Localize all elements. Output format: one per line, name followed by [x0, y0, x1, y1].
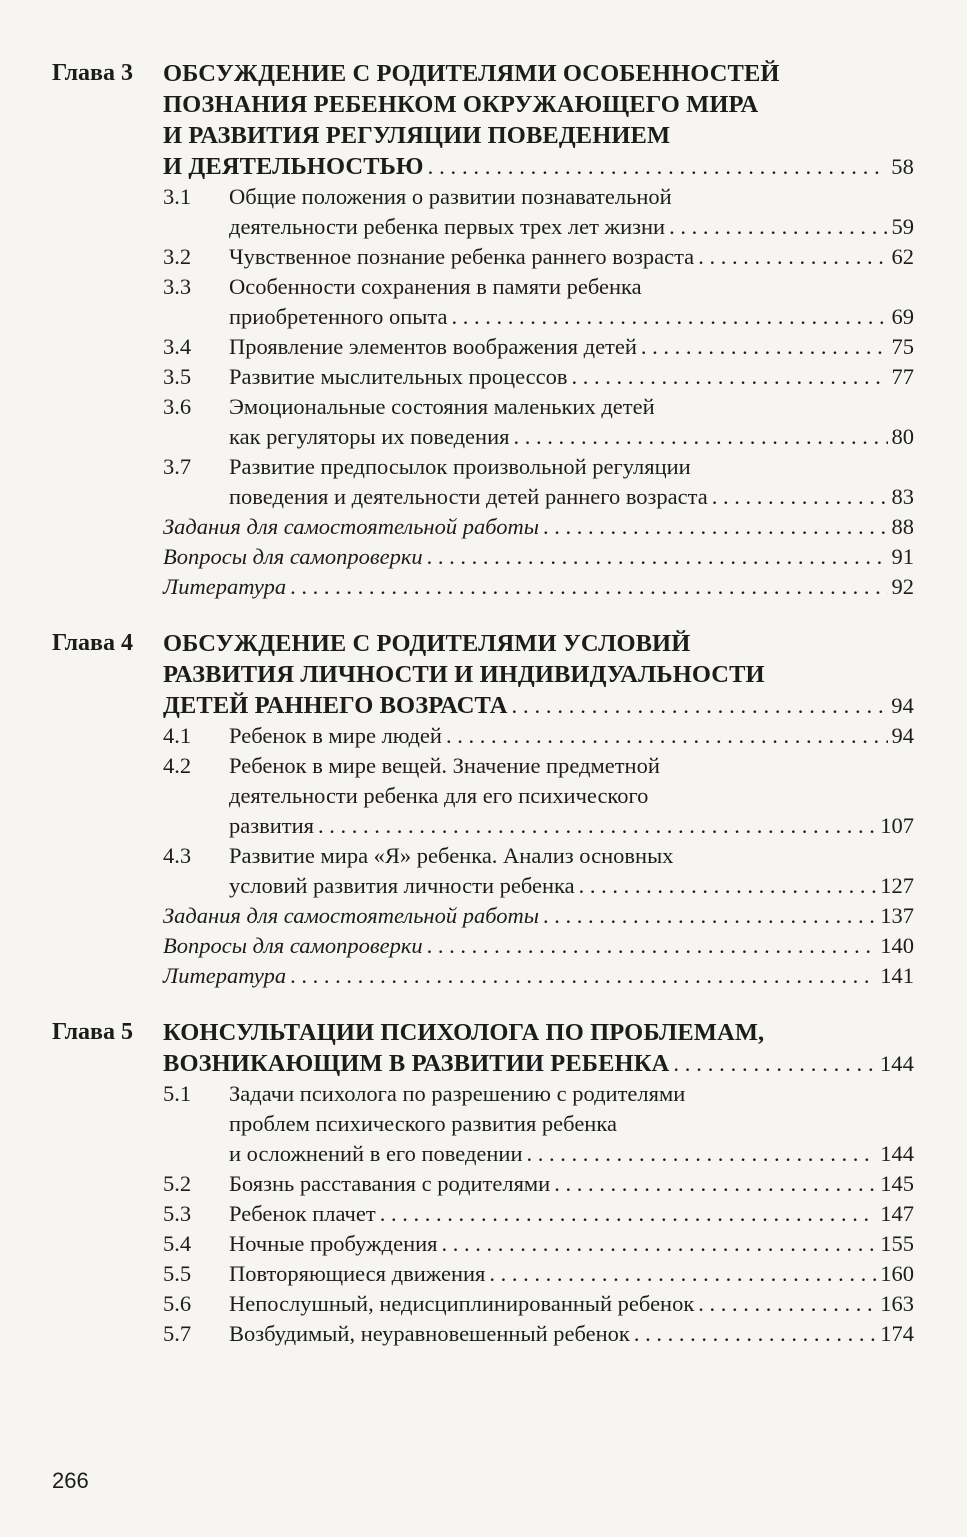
- page-ref: 140: [880, 933, 914, 958]
- toc-entry-5-7: 5.7 Возбудимый, неуравновешенный ребенок . . . 174: [163, 1319, 914, 1349]
- chapter-label: Глава 3: [52, 60, 133, 86]
- table-of-contents: [52, 58, 914, 1373]
- page-ref: 75: [891, 334, 914, 359]
- toc-extra-tasks: Задания для самостоятельной работы . . . 137: [163, 901, 914, 931]
- toc-entry-4-3: 4.3 Развитие мира «Я» ребенка. Анализ основных условий развития личности ребенка . . . 127: [163, 841, 914, 901]
- chapter-4: [52, 628, 914, 991]
- toc-entry-3-2: 3.2 Чувственное познание ребенка раннего возраста . . . 62: [163, 242, 914, 272]
- page-ref: 91: [891, 544, 914, 569]
- page-ref: 59: [891, 214, 914, 239]
- page-ref: 62: [891, 244, 914, 269]
- page-ref: 83: [891, 484, 914, 509]
- toc-extra-questions: Вопросы для самопроверки . . . 140: [163, 931, 914, 961]
- page-ref: 163: [880, 1291, 914, 1316]
- page-ref: 58: [891, 154, 914, 179]
- chapter-5: [52, 1017, 914, 1349]
- page-ref: 141: [880, 963, 914, 988]
- page-ref: 174: [880, 1321, 914, 1346]
- toc-extra-literature: Литература . . . 141: [163, 961, 914, 991]
- toc-entry-5-3: 5.3 Ребенок плачет . . . 147: [163, 1199, 914, 1229]
- chapter-3: [52, 58, 914, 602]
- page-ref: 127: [880, 873, 914, 898]
- toc-extra-literature: Литература . . . 92: [163, 572, 914, 602]
- toc-entry-3-5: 3.5 Развитие мыслительных процессов . . . 77: [163, 362, 914, 392]
- page-ref: 94: [891, 723, 914, 748]
- toc-extra-questions: Вопросы для самопроверки . . . 91: [163, 542, 914, 572]
- page-ref: 88: [891, 514, 914, 539]
- toc-entry-5-2: 5.2 Боязнь расставания с родителями . . . 145: [163, 1169, 914, 1199]
- toc-extra-tasks: Задания для самостоятельной работы . . . 88: [163, 512, 914, 542]
- page-ref: 147: [880, 1201, 914, 1226]
- toc-entry-3-6: 3.6 Эмоциональные состояния маленьких детей как регуляторы их поведения . . . 80: [163, 392, 914, 452]
- page-ref: 144: [880, 1141, 914, 1166]
- toc-entry-3-3: 3.3 Особенности сохранения в памяти ребенка приобретенного опыта . . . 69: [163, 272, 914, 332]
- toc-entry-5-4: 5.4 Ночные пробуждения . . . 155: [163, 1229, 914, 1259]
- toc-entry-3-4: 3.4 Проявление элементов воображения детей . . . 75: [163, 332, 914, 362]
- chapter-title: ОБСУЖДЕНИЕ С РОДИТЕЛЯМИ ОСОБЕННОСТЕЙ ПОЗНАНИЯ РЕБЕНКОМ ОКРУЖАЮЩЕГО МИРА И РАЗВИТИЯ РЕГУЛЯЦИИ ПОВЕДЕНИЕМ И ДЕЯТЕЛЬНОСТЬЮ . . . 58: [163, 58, 914, 182]
- chapter-title: КОНСУЛЬТАЦИИ ПСИХОЛОГА ПО ПРОБЛЕМАМ, ВОЗНИКАЮЩИМ В РАЗВИТИИ РЕБЕНКА . . . 144: [163, 1017, 914, 1079]
- page-ref: 160: [880, 1261, 914, 1286]
- page-ref: 80: [891, 424, 914, 449]
- page-ref: 144: [879, 1051, 914, 1076]
- page-ref: 107: [880, 813, 914, 838]
- page-ref: 69: [891, 304, 914, 329]
- chapter-label: Глава 4: [52, 630, 133, 656]
- toc-entry-4-2: 4.2 Ребенок в мире вещей. Значение предметной деятельности ребенка для его психического развития . . . 107: [163, 751, 914, 841]
- page-ref: 145: [880, 1171, 914, 1196]
- toc-entry-5-6: 5.6 Непослушный, недисциплинированный ребенок . . . 163: [163, 1289, 914, 1319]
- page-ref: 137: [880, 903, 914, 928]
- page-ref: 94: [891, 693, 914, 718]
- page-ref: 155: [880, 1231, 914, 1256]
- toc-entry-4-1: 4.1 Ребенок в мире людей . . . 94: [163, 721, 914, 751]
- chapter-title: ОБСУЖДЕНИЕ С РОДИТЕЛЯМИ УСЛОВИЙ РАЗВИТИЯ ЛИЧНОСТИ И ИНДИВИДУАЛЬНОСТИ ДЕТЕЙ РАННЕГО ВОЗРАСТА . . . 94: [163, 628, 914, 721]
- page-number: 266: [52, 1468, 89, 1493]
- page-ref: 77: [891, 364, 914, 389]
- page-ref: 92: [891, 574, 914, 599]
- toc-entry-5-1: 5.1 Задачи психолога по разрешению с родителями проблем психического развития ребенка и осложнений в его поведении . . . 144: [163, 1079, 914, 1169]
- toc-entry-5-5: 5.5 Повторяющиеся движения . . . 160: [163, 1259, 914, 1289]
- chapter-label: Глава 5: [52, 1019, 133, 1045]
- toc-entry-3-7: 3.7 Развитие предпосылок произвольной регуляции поведения и деятельности детей раннего возраста . . . 83: [163, 452, 914, 512]
- toc-entry-3-1: 3.1 Общие положения о развитии познавательной деятельности ребенка первых трех лет жизни . . . 59: [163, 182, 914, 242]
